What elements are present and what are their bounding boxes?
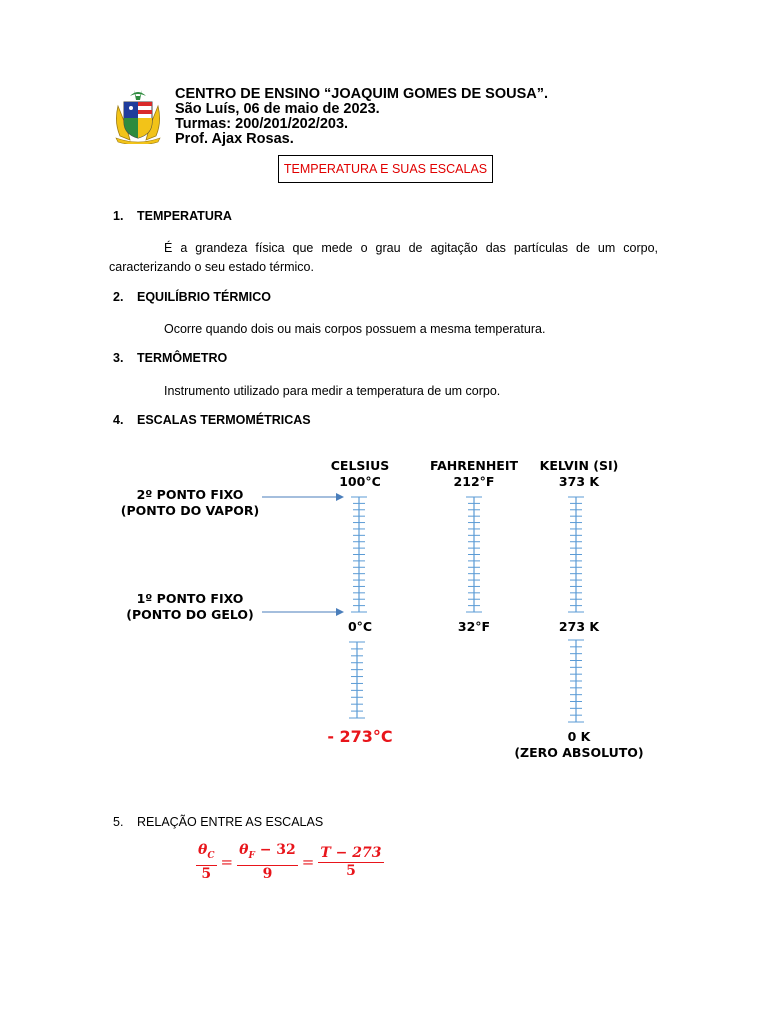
date-line: São Luís, 06 de maio de 2023. xyxy=(175,101,380,117)
section-number: 1. xyxy=(113,209,124,223)
first-fixed-point-desc: (PONTO DO GELO) xyxy=(126,607,254,622)
second-fixed-point-label: 2º PONTO FIXO xyxy=(136,487,244,502)
page-title: TEMPERATURA E SUAS ESCALAS xyxy=(278,155,493,183)
school-name: CENTRO DE ENSINO “JOAQUIM GOMES DE SOUSA”. xyxy=(175,86,549,102)
section-5-heading xyxy=(113,815,323,829)
kelvin-denominator: 5 xyxy=(346,862,356,879)
kelvin-fraction xyxy=(318,845,383,880)
fahrenheit-scale xyxy=(466,497,482,612)
section-3-text: Instrumento utilizado para medir a temperatura de um corpo. xyxy=(164,384,501,398)
kelvin-273-value: 273 K xyxy=(558,619,600,634)
section-2-text: Ocorre quando dois ou mais corpos possuem a mesma temperatura. xyxy=(164,322,546,336)
celsius-absolute-zero-value: - 273°C xyxy=(327,727,393,746)
section-title: ESCALAS TERMOMÉTRICAS xyxy=(137,413,311,427)
equals-sign: = xyxy=(220,853,234,872)
section-1-text-line2: caracterizando o seu estado térmico. xyxy=(109,260,314,274)
section-title: EQUILÍBRIO TÉRMICO xyxy=(137,290,272,304)
section-title: TEMPERATURA xyxy=(137,209,232,223)
kelvin-zero-value: 0 K xyxy=(567,729,591,744)
fahrenheit-32-value: 32°F xyxy=(457,619,491,634)
section-number: 5. xyxy=(113,815,124,829)
section-3-heading xyxy=(113,351,227,365)
fahrenheit-label: FAHRENHEIT xyxy=(429,458,519,473)
fahrenheit-fraction xyxy=(237,842,298,883)
equals-sign: = xyxy=(301,853,315,872)
celsius-fraction xyxy=(196,842,217,883)
section-number: 3. xyxy=(113,351,124,365)
kelvin-label: KELVIN (SI) xyxy=(539,458,619,473)
fahrenheit-denominator: 9 xyxy=(262,865,273,882)
celsius-scale-lower xyxy=(349,642,365,718)
section-number: 4. xyxy=(113,413,124,427)
theta-symbol: θ xyxy=(239,842,249,858)
conversion-formula xyxy=(196,842,384,883)
celsius-top-value: 100°C xyxy=(339,474,381,489)
kelvin-scale-upper xyxy=(568,497,584,612)
kelvin-scale-lower xyxy=(568,640,584,722)
section-title: RELAÇÃO ENTRE AS ESCALAS xyxy=(137,815,324,829)
celsius-scale-upper xyxy=(351,497,367,612)
theta-symbol: θ xyxy=(198,842,208,858)
teacher-line: Prof. Ajax Rosas. xyxy=(175,131,294,147)
absolute-zero-note: (ZERO ABSOLUTO) xyxy=(514,745,644,760)
celsius-denominator: 5 xyxy=(201,865,212,882)
celsius-subscript: C xyxy=(207,850,215,861)
fahrenheit-offset: − 32 xyxy=(254,842,296,858)
celsius-label: CELSIUS xyxy=(330,458,390,473)
kelvin-top-value: 373 K xyxy=(558,474,600,489)
section-2-heading xyxy=(113,290,271,304)
kelvin-numerator: T − 273 xyxy=(320,844,382,861)
section-number: 2. xyxy=(113,290,124,304)
fahrenheit-subscript: F xyxy=(248,850,255,861)
section-title: TERMÔMETRO xyxy=(137,351,228,365)
second-fixed-point-desc: (PONTO DO VAPOR) xyxy=(120,503,260,518)
section-1-heading xyxy=(113,209,232,223)
section-1-text-line1: É a grandeza física que mede o grau de agitação das partículas de um corpo, xyxy=(164,241,658,255)
classes-line: Turmas: 200/201/202/203. xyxy=(175,116,349,132)
fahrenheit-top-value: 212°F xyxy=(453,474,495,489)
first-fixed-point-label: 1º PONTO FIXO xyxy=(136,591,244,606)
celsius-zero-value: 0°C xyxy=(347,619,373,634)
school-crest-logo xyxy=(110,86,166,144)
section-4-heading xyxy=(113,413,311,427)
